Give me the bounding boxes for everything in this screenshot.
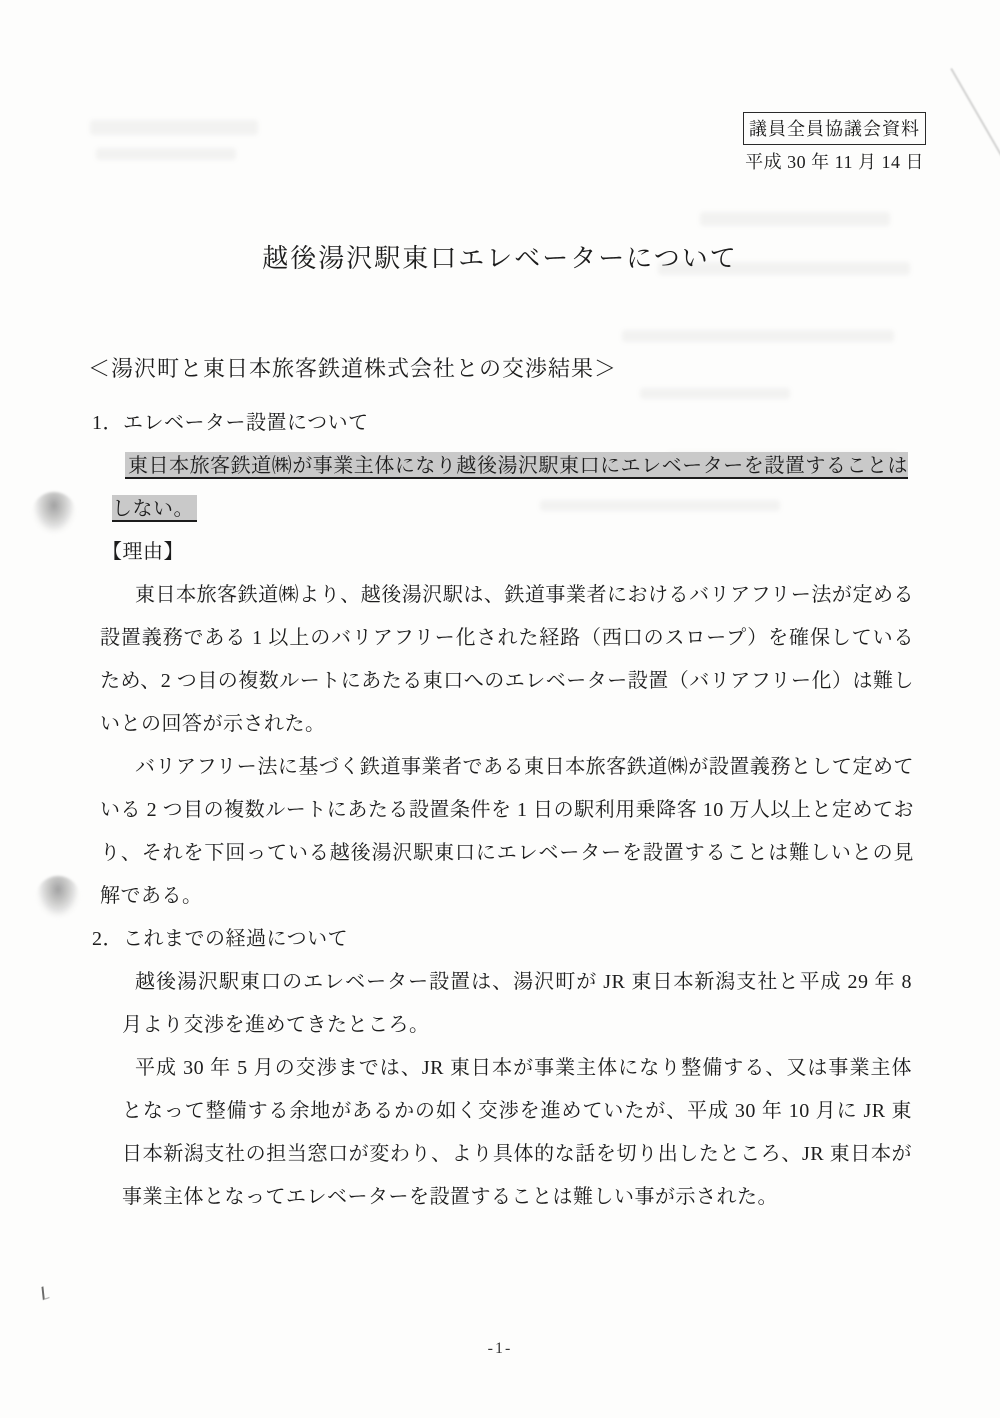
history-paragraph-2: 平成 30 年 5 月の交渉までは、JR 東日本が事業主体になり整備する、又は事業主体となって整備する余地があるかの如く交渉を進めていたが、平成 30 年 10 月に JR 東日本新潟支社の担当窓口が変わり、より具体的な話を切り出したところ、JR 東日本が事業主体となってエレベーターを設置することは難しい事が示された。 [122,1057,912,1208]
page-number: -1- [487,1340,513,1357]
paper-crease-line [951,68,1000,181]
reason-label: 【理由】 [102,541,184,563]
bleedthrough-artifact [96,148,236,160]
meeting-material-stamp: 議員全員協議会資料 [743,112,926,145]
punch-hole-shadow [32,492,76,534]
reason-paragraph-2: バリアフリー法に基づく鉄道事業者である東日本旅客鉄道㈱が設置義務として定めている 2 つ目の複数ルートにあたる設置条件を 1 日の駅利用乗降客 10 万人以上と定めており、それを下回っている越後湯沢駅東口にエレベーターを設置することは難しいとの見解である。 [100,756,914,907]
punch-hole-shadow [36,876,80,918]
section2-label: 2．これまでの経過について [92,928,349,950]
bleedthrough-artifact [90,120,258,135]
history-paragraph-1: 越後湯沢駅東口のエレベーター設置は、湯沢町が JR 東日本新潟支社と平成 29 年 8 月より交渉を進めてきたところ。 [122,971,912,1036]
document-date: 平成 30 年 11 月 14 日 [745,152,924,172]
bleedthrough-artifact [700,212,890,226]
conclusion-paragraph [112,445,908,531]
conclusion-highlighted-text: 東日本旅客鉄道㈱が事業主体になり越後湯沢駅東口にエレベーターを設置することはしない。 [112,452,908,522]
pencil-mark [41,1285,49,1300]
negotiation-result-heading: ＜湯沢町と東日本旅客鉄道株式会社との交渉結果＞ [88,356,618,381]
reason-paragraph-1: 東日本旅客鉄道㈱より、越後湯沢駅は、鉄道事業者におけるバリアフリー法が定める設置義務である 1 以上のバリアフリー化された経路（西口のスロープ）を確保しているため、2 つ目の複数ルートにあたる東口へのエレベーター設置（バリアフリー化）は難しいとの回答が示された。 [100,584,914,735]
document-body [92,402,914,1219]
document-title: 越後湯沢駅東口エレベーターについて [262,244,738,273]
bleedthrough-artifact [640,388,790,399]
bleedthrough-artifact [622,330,894,342]
section1-label: 1．エレベーター設置について [92,412,369,434]
